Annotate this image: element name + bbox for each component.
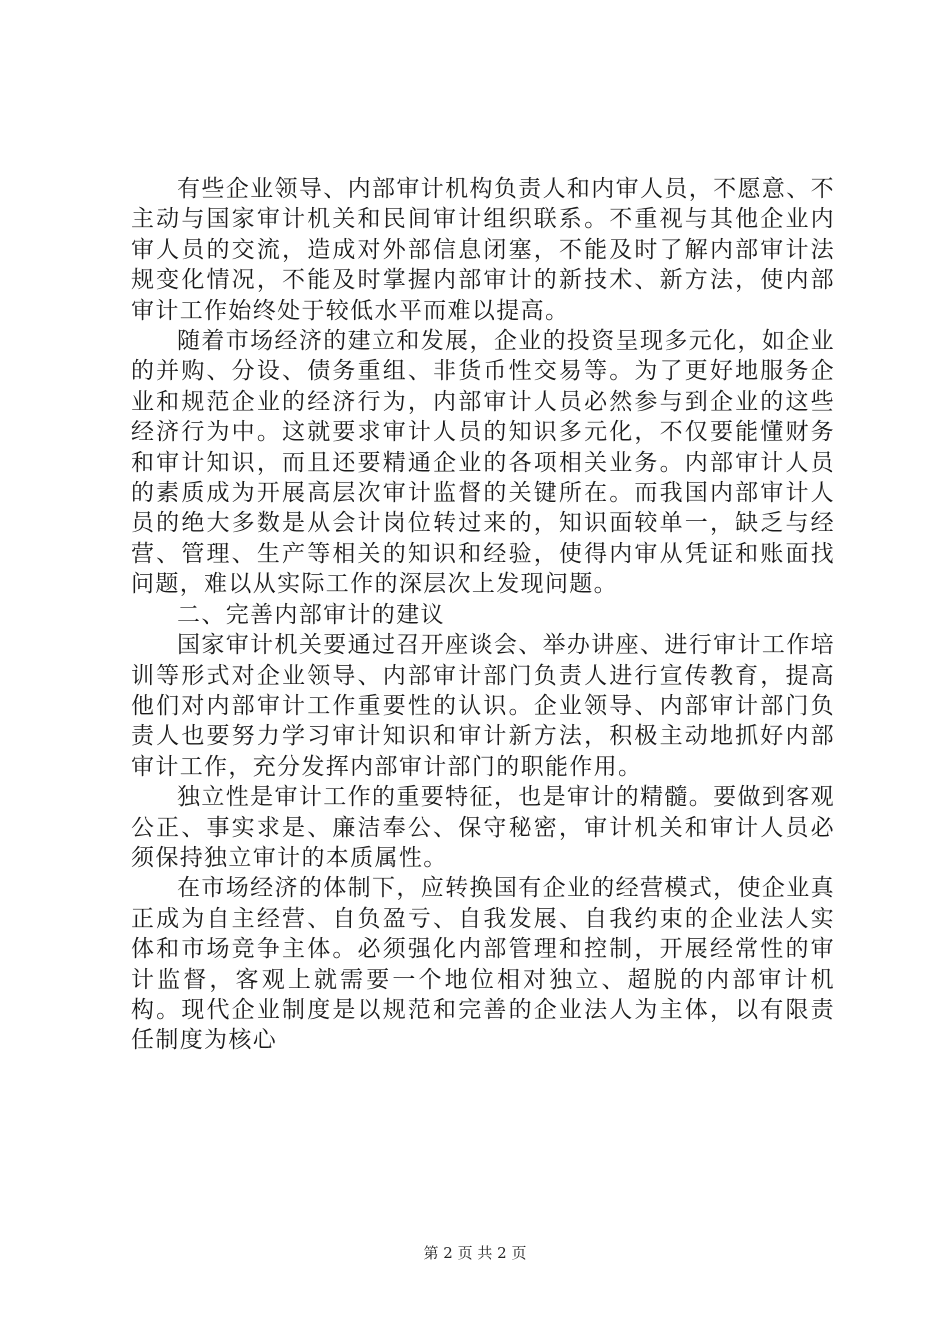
section-heading: 二、完善内部审计的建议 xyxy=(177,601,445,628)
page-number-footer: 第 2 页 共 2 页 xyxy=(423,1244,527,1262)
paragraph: 随着市场经济的建立和发展，企业的投资呈现多元化，如企业的并购、分设、债务重组、非货币性交易等。为了更好地服务企业和规范企业的经济行为，内部审计人员必然参与到企业的这些经济行为中。这就要求审计人员的知识多元化，不仅要能懂财务和审计知识，而且还要精通企业的各项相关业务。内部审计人员的素质成为开展高层次审计监督的关键所在。而我国内部审计人员的绝大多数是从会计岗位转过来的，知识面较单一，缺乏与经营、管理、生产等相关的知识和经验，使得内审从凭证和账面找问题，难以从实际工作的深层次上发现问题。 xyxy=(131,328,835,598)
paragraph: 在市场经济的体制下，应转换国有企业的经营模式，使企业真正成为自主经营、自负盈亏、自我发展、自我约束的企业法人实体和市场竞争主体。必须强化内部管理和控制，开展经常性的审计监督，客观上就需要一个地位相对独立、超脱的内部审计机构。现代企业制度是以规范和完善的企业法人为主体，以有限责任制度为核心 xyxy=(131,875,835,1054)
paragraph: 独立性是审计工作的重要特征，也是审计的精髓。要做到客观公正、事实求是、廉洁奉公、保守秘密，审计机关和审计人员必须保持独立审计的本质属性。 xyxy=(131,784,835,871)
paragraph: 有些企业领导、内部审计机构负责人和内审人员，不愿意、不主动与国家审计机关和民间审计组织联系。不重视与其他企业内审人员的交流，造成对外部信息闭塞，不能及时了解内部审计法规变化情况，不能及时掌握内部审计的新技术、新方法，使内部审计工作始终处于较低水平而难以提高。 xyxy=(131,176,835,324)
document-body xyxy=(131,174,835,1056)
paragraph: 国家审计机关要通过召开座谈会、举办讲座、进行审计工作培训等形式对企业领导、内部审计部门负责人进行宣传教育，提高他们对内部审计工作重要性的认识。企业领导、内部审计部门负责人也要努力学习审计知识和审计新方法，积极主动地抓好内部审计工作，充分发挥内部审计部门的职能作用。 xyxy=(131,632,835,780)
